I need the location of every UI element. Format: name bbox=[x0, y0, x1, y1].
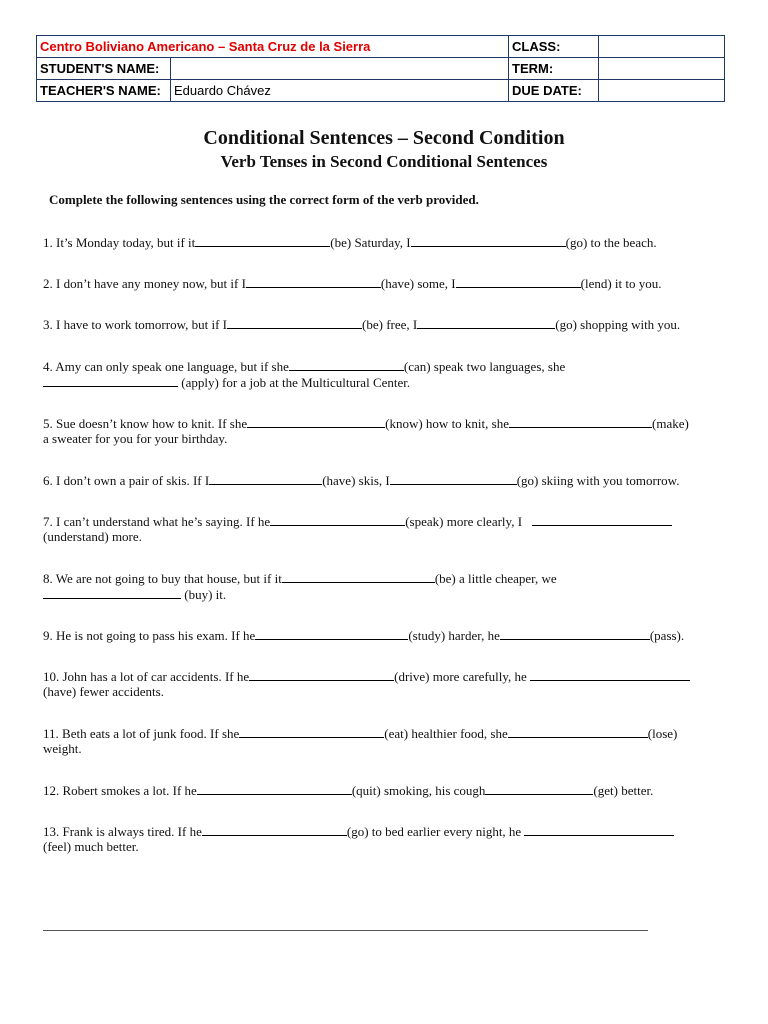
instructions: Complete the following sentences using the correct form of the verb provided. bbox=[49, 192, 479, 207]
footer-divider bbox=[43, 930, 648, 931]
question-9: 9. He is not going to pass his exam. If he (study) harder, he (pass). bbox=[43, 628, 685, 643]
question-12: 12. Robert smokes a lot. If he (quit) smoking, his cough (get) better. bbox=[43, 783, 654, 798]
answer-blank[interactable] bbox=[282, 570, 435, 583]
question-2: 2. I don’t have any money now, but if I (have) some, I (lend) it to you. bbox=[43, 276, 662, 291]
teacher-name-value: Eduardo Chávez bbox=[171, 80, 509, 102]
answer-blank[interactable] bbox=[227, 316, 362, 329]
header-table bbox=[36, 35, 725, 102]
question-4: 4. Amy can only speak one language, but if she (can) speak two languages, she bbox=[43, 359, 566, 374]
question-1: 1. It’s Monday today, but if it (be) Saturday, I (go) to the beach. bbox=[43, 235, 657, 250]
answer-blank[interactable] bbox=[202, 823, 347, 836]
answer-blank[interactable] bbox=[270, 513, 405, 526]
question-10-cont: (have) fewer accidents. bbox=[43, 684, 164, 699]
answer-blank[interactable] bbox=[195, 234, 330, 247]
answer-blank[interactable] bbox=[209, 472, 322, 485]
class-label: CLASS: bbox=[509, 36, 599, 58]
school-name: Centro Boliviano Americano – Santa Cruz de la Sierra bbox=[37, 36, 509, 58]
answer-blank[interactable] bbox=[289, 358, 404, 371]
answer-blank[interactable] bbox=[43, 586, 181, 599]
answer-blank[interactable] bbox=[485, 782, 593, 795]
answer-blank[interactable] bbox=[246, 275, 381, 288]
answer-blank[interactable] bbox=[524, 823, 674, 836]
due-date-label: DUE DATE: bbox=[509, 80, 599, 102]
question-7-cont: (understand) more. bbox=[43, 529, 142, 544]
answer-blank[interactable] bbox=[508, 725, 648, 738]
answer-blank[interactable] bbox=[247, 415, 385, 428]
due-date-field[interactable] bbox=[599, 80, 725, 102]
answer-blank[interactable] bbox=[500, 627, 650, 640]
page-subtitle: Verb Tenses in Second Conditional Sentences bbox=[220, 152, 548, 171]
term-label: TERM: bbox=[509, 58, 599, 80]
answer-blank[interactable] bbox=[43, 374, 178, 387]
question-7: 7. I can’t understand what he’s saying. If he (speak) more clearly, I bbox=[43, 513, 672, 530]
question-6: 6. I don’t own a pair of skis. If I (have) skis, I (go) skiing with you tomorrow. bbox=[43, 473, 680, 488]
answer-blank[interactable] bbox=[509, 415, 652, 428]
answer-blank[interactable] bbox=[197, 782, 352, 795]
answer-blank[interactable] bbox=[411, 234, 566, 247]
student-name-label: STUDENT'S NAME: bbox=[37, 58, 171, 80]
teacher-name-label: TEACHER'S NAME: bbox=[37, 80, 171, 102]
question-8: 8. We are not going to buy that house, but if it (be) a little cheaper, we bbox=[43, 571, 557, 586]
answer-blank[interactable] bbox=[530, 668, 690, 681]
question-8-cont: (buy) it. bbox=[43, 586, 226, 603]
answer-blank[interactable] bbox=[249, 668, 394, 681]
answer-blank[interactable] bbox=[390, 472, 517, 485]
answer-blank[interactable] bbox=[456, 275, 581, 288]
student-name-field[interactable] bbox=[171, 58, 509, 80]
question-3: 3. I have to work tomorrow, but if I (be) free, I (go) shopping with you. bbox=[43, 317, 681, 332]
answer-blank[interactable] bbox=[417, 316, 555, 329]
question-5-cont: a sweater for you for your birthday. bbox=[43, 431, 228, 446]
answer-blank[interactable] bbox=[255, 627, 408, 640]
question-13: 13. Frank is always tired. If he (go) to bed earlier every night, he bbox=[43, 823, 674, 840]
question-13-cont: (feel) much better. bbox=[43, 839, 139, 854]
answer-blank[interactable] bbox=[239, 725, 384, 738]
question-10: 10. John has a lot of car accidents. If he (drive) more carefully, he bbox=[43, 668, 690, 685]
page-title: Conditional Sentences – Second Condition bbox=[203, 127, 565, 149]
class-field[interactable] bbox=[599, 36, 725, 58]
question-11: 11. Beth eats a lot of junk food. If she (eat) healthier food, she (lose) bbox=[43, 726, 678, 741]
question-5: 5. Sue doesn’t know how to knit. If she (know) how to knit, she (make) bbox=[43, 416, 689, 431]
question-11-cont: weight. bbox=[43, 741, 82, 756]
question-4-cont: (apply) for a job at the Multicultural Center. bbox=[43, 374, 410, 391]
term-field[interactable] bbox=[599, 58, 725, 80]
answer-blank[interactable] bbox=[532, 513, 672, 526]
